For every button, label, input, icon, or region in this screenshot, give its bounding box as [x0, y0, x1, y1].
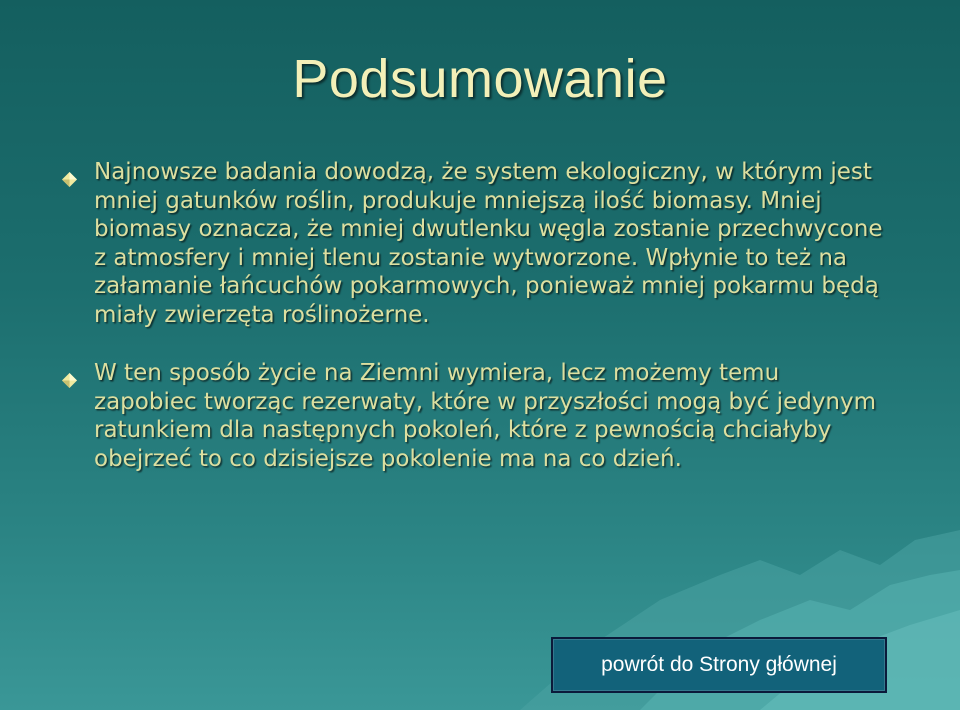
slide-title: Podsumowanie: [292, 49, 668, 109]
bullet-item: [58, 359, 888, 473]
bullet-item: [58, 158, 888, 329]
bullet-text: W ten sposób życie na Ziemni wymiera, lecz możemy temu zapobiec tworząc rezerwaty, które w przyszłości mogą być jedynym ratunkiem dla następnych pokoleń, które z pewnością chciałyby obejrzeć to co dzisiejsze pokolenie ma na co dzień.: [94, 360, 877, 472]
diamond-bullet-icon: [62, 172, 77, 187]
bullet-list: [58, 158, 888, 503]
diamond-bullet-icon: [62, 373, 77, 388]
home-page-button[interactable]: powrót do Strony głównej: [551, 637, 887, 693]
bullet-text: Najnowsze badania dowodzą, że system ekologiczny, w którym jest mniej gatunków roślin, produkuje mniejszą ilość biomasy. Mniej biomasy oznacza, że mniej dwutlenku węgla zostanie przechwycone z atmosfery i mniej tlenu zostanie wytworzone. Wpłynie to też na załamanie łańcuchów pokarmowych, ponieważ mniej pokarmu będą miały zwierzęta roślinożerne.: [94, 159, 883, 328]
